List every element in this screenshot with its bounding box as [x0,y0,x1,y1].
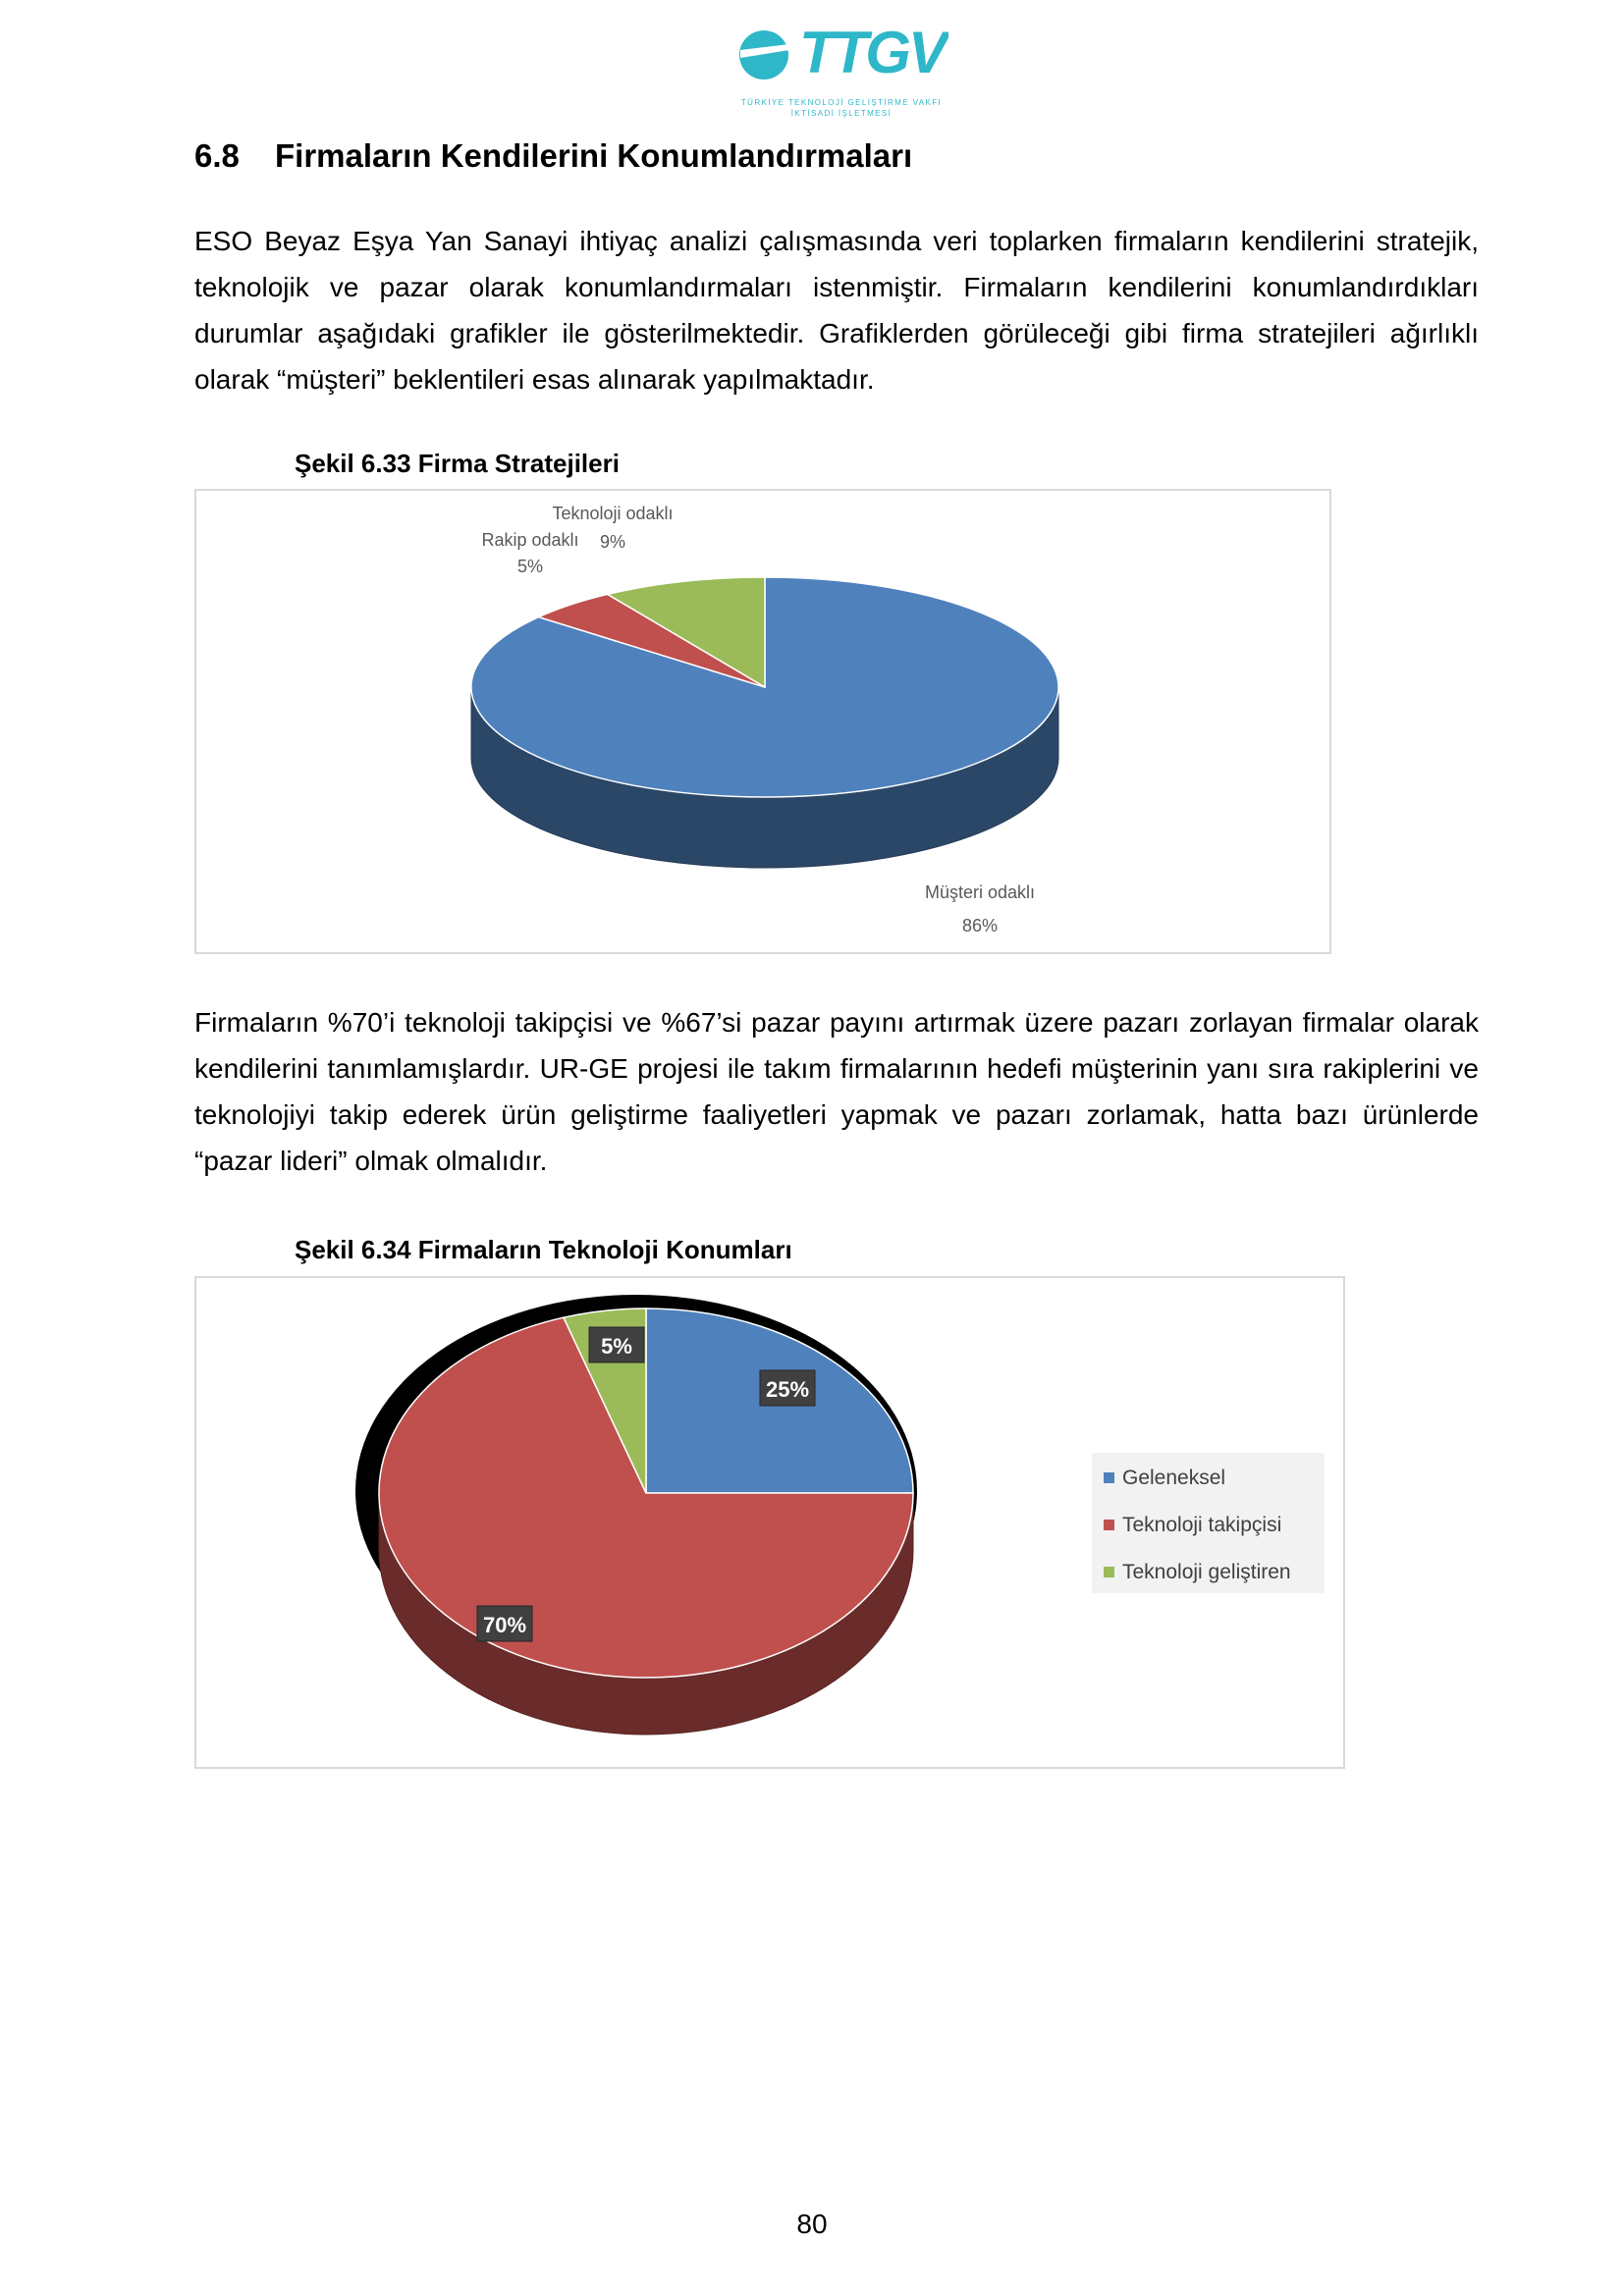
data-label-category: Müşteri odaklı [924,882,1036,902]
data-label-musteri-odakli [925,882,1035,935]
legend-label: Teknoloji geliştiren [1122,1561,1291,1583]
legend-swatch [1104,1567,1114,1577]
legend-swatch [1104,1472,1114,1483]
data-label-category: Rakip odaklı [481,530,579,550]
legend-item-teknoloji-takipcisi [1104,1514,1281,1536]
data-label-rakip-odakli [481,530,578,576]
data-label-percent: 5% [516,557,544,576]
legend-swatch [1104,1520,1114,1530]
section-title: Firmaların Kendilerini Konumlandırmaları [275,137,913,174]
legend-item-geleneksel [1104,1467,1225,1489]
figure-6-34-caption: Şekil 6.34 Firmaların Teknoloji Konumları [295,1235,792,1264]
chart-firma-stratejileri-svg [196,491,1329,952]
data-label-percent: 9% [599,532,626,552]
section-number: 6.8 [194,137,240,174]
ttgv-logo [734,18,948,120]
section-heading [194,137,912,175]
ttgv-logo-mark [734,18,948,96]
chart-teknoloji-konumlari [194,1276,1345,1769]
data-label-geleneksel [760,1370,815,1406]
data-label-percent: 70% [482,1613,527,1637]
data-label-percent: 25% [765,1377,810,1402]
data-label-category: Teknoloji odaklı [552,504,674,523]
chart-firma-stratejileri [194,489,1331,954]
data-label-percent: 5% [601,1334,632,1359]
data-label-teknoloji-gelistiren [589,1327,644,1362]
logo-wordmark: TTGV [799,20,945,85]
paragraph-intro: ESO Beyaz Eşya Yan Sanayi ihtiyaç analizi çalışmasında veri toplarken firmaların kendilerini stratejik, teknolojik ve pazar olarak konumlandırmaları istenmiştir. Firmaların kendilerini konumlandırdıkları durumlar aşağıdaki grafikler ile gösterilmektedir. Grafiklerden görüleceği gibi firma stratejileri ağırlıklı olarak “müşteri” beklentileri esas alınarak yapılmaktadır. [194,226,1479,395]
legend-label: Teknoloji takipçisi [1122,1514,1282,1536]
chart-legend [1092,1453,1325,1593]
logo-subtitle-line-2: İKTİSADİ İŞLETMESİ [790,109,893,118]
logo-subtitle-line-1: TÜRKİYE TEKNOLOJİ GELİŞTİRME VAKFI [740,98,943,107]
data-label-percent: 86% [961,916,999,935]
legend-item-teknoloji-gelistiren [1104,1561,1291,1583]
chart-teknoloji-konumlari-svg [196,1278,1343,1767]
data-label-teknoloji-takipcisi [477,1606,532,1641]
page-number: 80 [796,2209,828,2239]
figure-6-33-caption: Şekil 6.33 Firma Stratejileri [295,449,620,478]
paragraph-positioning: Firmaların %70’i teknoloji takipçisi ve %67’si pazar payını artırmak üzere pazarı zorlayan firmalar olarak kendilerini tanımlamışlardır. UR-GE projesi ile takım firmalarının hedefi müşterinin yanı sıra rakiplerini ve teknolojiyi takip ederek ürün geliştirme faaliyetleri yapmak ve pazarı zorlamak, hatta bazı ürünlerde “pazar lideri” olmak olmalıdır. [194,1007,1479,1176]
legend-label: Geleneksel [1122,1467,1226,1489]
